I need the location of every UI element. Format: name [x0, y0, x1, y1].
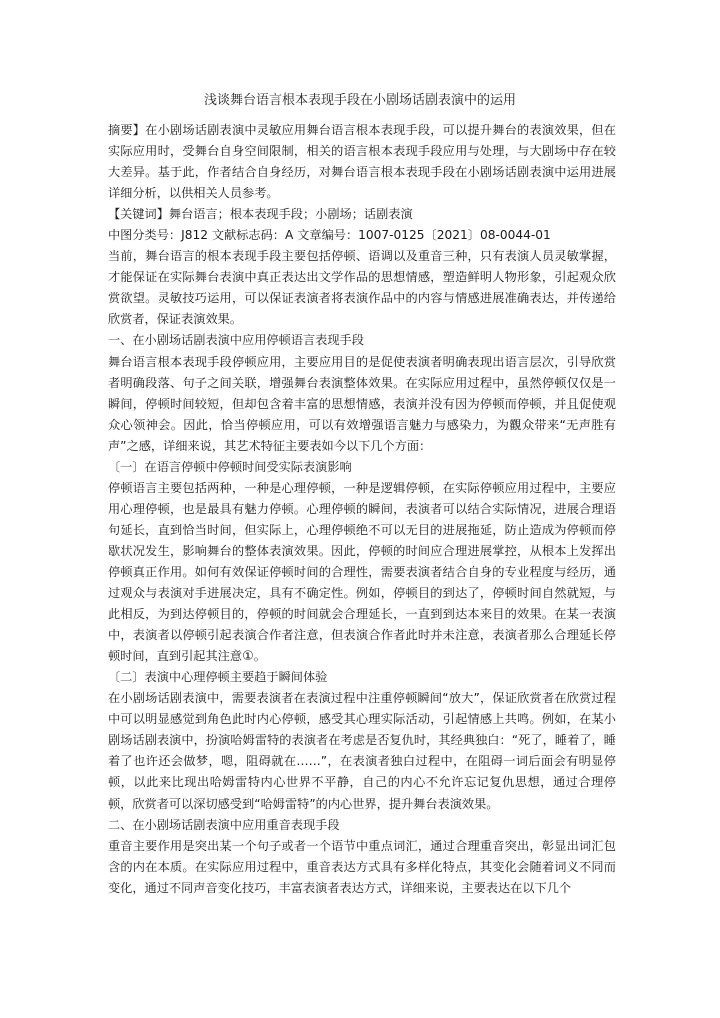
subsection-2-heading: 〔二〕表演中心理停顿主要趋于瞬间体验 — [108, 670, 328, 685]
classification-line: 中图分类号：J812 文献标志码：A 文章编号：1007-0125〔2021〕08-0044-01 — [108, 228, 551, 243]
section-1-heading: 一、在小剧场话剧表演中应用停顿语言表现手段 — [108, 333, 364, 348]
keywords-line: 【关键词】舞台语言；根本表现手段；小剧场；话剧表演 — [108, 207, 413, 222]
section-1-paragraph: 舞台语言根本表现手段停顿应用，主要应用目的是促使表演者明确表现出语言层次，引导欣赏者明确段落、句子之间关联，增强舞台表演整体效果。在实际应用过程中，虽然停顿仅仅是一瞬间，停顿时间较短，但却包含着丰富的思想情感，表演并没有因为停顿而停顿，并且促使观众心领神会。因此，恰当停顿应用，可以有效增强语言魅力与感染力，为觀众带来“无声胜有声”之感，详细来说，其艺术特征主要表如今以下几个方面： — [108, 354, 616, 453]
document-title: 浅谈舞台语言根本表现手段在小剧场话剧表演中的运用 — [203, 93, 516, 108]
intro-paragraph: 当前，舞台语言的根本表现手段主要包括停顿、语调以及重音三种，只有表演人员灵敏掌握，才能保证在实际舞台表演中真正表达出文学作品的思想情感，塑造鲜明人物形象，引起观众欣赏欲望。灵敏技巧运用，可以保证表演者将表演作品中的内容与情感进展准确表达，并传递给欣赏者，保证表演效果。 — [108, 249, 616, 327]
abstract-paragraph: 摘要】在小剧场话剧表演中灵敏应用舞台语言根本表现手段，可以提升舞台的表演效果，但在实际应用时，受舞台自身空间限制，相关的语言根本表现手段应用与处理，与大剧场中存在较大差异。基于此，作者结合自身经历，对舞台语言根本表现手段在小剧场话剧表演中运用进展详细分析，以供相关人员参考。 — [108, 123, 616, 201]
subsection-2-paragraph: 在小剧场话剧表演中，需要表演者在表演过程中注重停顿瞬间“放大”，保证欣赏者在欣赏过程中可以明显感觉到角色此时内心停顿，感受其心理实际活动，引起情感上共鸣。例如，在某小剧场话剧表演中，扮演哈姆雷特的表演者在考虑是否复仇时，其经典独白：“死了，睡着了，睡着了也许还会做梦，嗯，阻碍就在……”，在表演者独白过程中，在阻碍一词后面会有明显停顿，以此来比现出哈姆雷特内心世界不平静，自己的内心不允许忘记复仇思想，通过合理停顿，欣赏者可以深切感受到“哈姆雷特”的内心世界，提升舞台表演效果。 — [108, 691, 616, 811]
section-2-paragraph: 重音主要作用是突出某一个句子或者一个语节中重点词汇，通过合理重音突出，彰显出词汇包含的内在本质。在实际应用过程中，重音表达方式具有多样化特点，其变化会随着词义不同而变化，通过不同声音变化技巧，丰富表演者表达方式，详细来说，主要表达在以下几个 — [108, 838, 616, 895]
subsection-1-end: 。 — [253, 649, 266, 664]
subsection-1-heading: 〔一〕在语言停顿中停顿时间受实际表演影响 — [108, 459, 352, 474]
footnote-marker: ① — [242, 649, 254, 665]
subsection-1-paragraph — [108, 478, 616, 667]
section-2-heading: 二、在小剧场话剧表演中应用重音表现手段 — [108, 817, 340, 832]
subsection-1-text: 停顿语言主要包括两种，一种是心理停顿，一种是逻辑停顿，在实际停顿应用过程中，主要应用心理停顿，也是最具有魅力停顿。心理停顿的瞬间，表演者可以结合实际情况，进展合理语句延长，直到恰当时间，但实际上，心理停顿绝不可以无目的进展拖延，防止造成为停顿而停歇状况发生，影响舞台的整体表演效果。因此，停顿的时间应合理进展掌控，从根本上发挥出停顿真正作用。如何有效保证停顿时间的合理性，需要表演者结合自身的专业程度与经历，通过观众与表演对手进展决定，具有不确定性。例如，停顿目的到达了，停顿时间自然就短，与此相反，为到达停顿目的，停顿的时间就会合理延长，一直到到达本来目的效果。在某一表演中，表演者以停顿引起表演合作者注意，但表演合作者此时并未注意，表演者那么合理延长停顿时间，直到引起其注意 — [108, 480, 616, 664]
document-body — [108, 120, 616, 899]
